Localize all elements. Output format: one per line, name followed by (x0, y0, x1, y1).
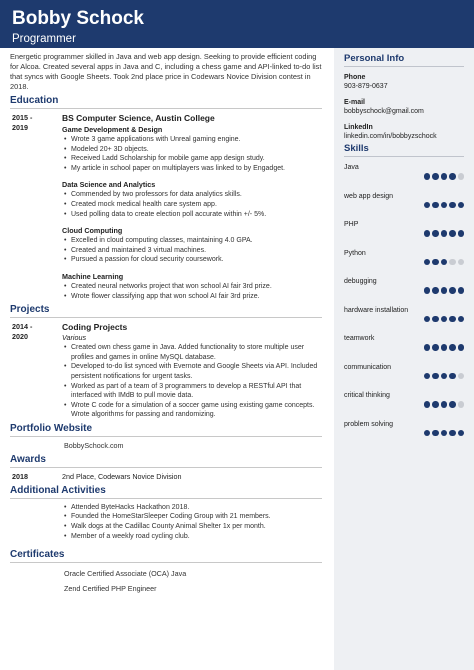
list-item: • Modeled 20+ 3D objects. (62, 145, 322, 155)
rating-dot-empty (458, 173, 465, 180)
rating-dot-filled (458, 316, 465, 323)
rating-dot-filled (424, 287, 431, 294)
skill-rating (344, 287, 464, 294)
phone-label: Phone (344, 74, 366, 81)
skill-rating (344, 202, 464, 209)
skills-list (344, 163, 464, 448)
project-title: Coding Projects (62, 322, 128, 333)
skill-rating (344, 259, 464, 266)
sidebar (334, 48, 474, 670)
portfolio-heading: Portfolio Website (10, 423, 322, 437)
rating-dot-filled (441, 173, 448, 180)
education-dates (10, 113, 62, 301)
linkedin-label: LinkedIn (344, 124, 373, 131)
rating-dot-filled (424, 316, 431, 323)
rating-dot-filled (424, 202, 431, 209)
project-dates (10, 322, 62, 420)
list-item: • Used polling data to create election poll accurate within +/- 5%. (62, 210, 322, 220)
award-text: 2nd Place, Codewars Novice Division (62, 471, 182, 481)
rating-dot-filled (432, 401, 439, 408)
rating-dot-filled (441, 230, 448, 237)
list-item: • Excelled in cloud computing classes, maintaining 4.0 GPA. (62, 236, 322, 246)
course-list (62, 236, 322, 265)
skill-name: teamwork (344, 335, 375, 342)
rating-dot-filled (441, 202, 448, 209)
skill-name: Python (344, 249, 366, 257)
skill-rating (344, 344, 464, 351)
course-title: Game Development & Design (62, 125, 163, 134)
list-item: • Worked as part of a team of 3 programmers to develop a RESTful API that interfaced with IMdB to pull movie data. (62, 382, 322, 401)
candidate-title: Programmer (12, 33, 76, 45)
rating-dot-filled (432, 344, 439, 351)
rating-dot-filled (432, 287, 439, 294)
rating-dot-filled (432, 259, 439, 266)
rating-dot-filled (441, 401, 448, 408)
rating-dot-filled (424, 344, 431, 351)
personal-info-heading: Personal Info (344, 53, 464, 67)
rating-dot-filled (441, 430, 448, 437)
rating-dot-filled (458, 230, 465, 237)
rating-dot-filled (424, 373, 431, 380)
education-heading: Education (10, 95, 322, 109)
rating-dot-filled (449, 230, 456, 237)
certificate-item: Zend Certified PHP Engineer (64, 584, 157, 594)
rating-dot-filled (449, 373, 456, 380)
rating-dot-filled (441, 259, 448, 266)
list-item: • Created neural networks project that won school AI fair 3rd prize. (62, 282, 322, 292)
skill-name: problem solving (344, 420, 394, 428)
rating-dot-empty (458, 373, 465, 380)
skill-item (344, 420, 464, 449)
phone-value[interactable]: 903-879-0637 (344, 83, 388, 90)
course-title: Cloud Computing (62, 226, 123, 236)
rating-dot-filled (449, 202, 456, 209)
list-item: • Developed to-do list synced with Evernote and Google Sheets via API. Included persistent notifications for urgent tasks. (62, 362, 322, 381)
list-item: • Wrote C code for a simulation of a soccer game using existing game concepts. Wrote algorithms for passing and randomizing. (62, 401, 322, 420)
rating-dot-filled (432, 316, 439, 323)
skill-name: Java (344, 164, 359, 171)
list-item: • Wrote flower classifying app that won school AI fair 3rd prize. (62, 292, 322, 302)
rating-dot-empty (458, 401, 465, 408)
list-item: • Commended by two professors for data analytics skills. (62, 190, 322, 200)
rating-dot-filled (432, 230, 439, 237)
course-list (62, 135, 322, 173)
certificates-heading: Certificates (10, 549, 322, 563)
skill-item (344, 306, 464, 335)
rating-dot-filled (441, 316, 448, 323)
list-item: • Created and maintained 3 virtual machines. (62, 246, 322, 256)
rating-dot-filled (449, 173, 456, 180)
education-date-start: 2015 - (12, 113, 33, 122)
list-item: • Founded the HomeStarSleeper Coding Group with 21 members. (62, 512, 322, 522)
skill-item (344, 163, 464, 192)
skill-item (344, 192, 464, 221)
project-entry (10, 322, 322, 420)
skill-item (344, 363, 464, 392)
certificate-item: Oracle Certified Associate (OCA) Java (64, 569, 187, 579)
email-label: E-mail (344, 99, 366, 106)
rating-dot-filled (449, 430, 456, 437)
skill-name: debugging (344, 278, 377, 285)
rating-dot-empty (449, 259, 456, 266)
list-item: • Created own chess game in Java. Added functionality to store multiple user profiles and games in online MySQL database. (62, 343, 322, 362)
portfolio-link[interactable]: BobbySchock.com (64, 440, 124, 450)
awards-heading: Awards (10, 454, 322, 468)
rating-dot-filled (424, 173, 431, 180)
skill-rating (344, 401, 464, 408)
project-subtitle: Various (62, 333, 87, 343)
rating-dot-filled (432, 202, 439, 209)
list-item: • My article in school paper on multiplayers was linked to by Engadget. (62, 164, 322, 174)
main-column (10, 52, 322, 599)
summary-text: Energetic programmer skilled in Java and web app design. Seeking to provide efficient coding for Alcoa. Created several apps in Java and C, including a chess game and API-linked to-do list that syncs with Google Sheets. Took 2nd place price in Codewars Novice Division contest in 2018. (10, 52, 322, 91)
rating-dot-filled (424, 401, 431, 408)
rating-dot-filled (441, 344, 448, 351)
list-item: • Walk dogs at the Cadillac County Animal Shelter 1x per month. (62, 522, 322, 532)
rating-dot-filled (441, 373, 448, 380)
rating-dot-filled (449, 344, 456, 351)
rating-dot-filled (458, 430, 465, 437)
project-date-end: 2020 (12, 331, 28, 341)
resume-header (0, 0, 474, 48)
rating-dot-filled (458, 287, 465, 294)
rating-dot-filled (458, 202, 465, 209)
skill-item (344, 249, 464, 278)
list-item: • Created mock medical health care system app. (62, 200, 322, 210)
skill-name: critical thinking (344, 392, 390, 399)
rating-dot-filled (424, 430, 431, 437)
rating-dot-filled (458, 344, 465, 351)
rating-dot-filled (424, 259, 431, 266)
rating-dot-empty (458, 259, 465, 266)
skill-rating (344, 373, 464, 380)
rating-dot-filled (441, 287, 448, 294)
education-degree: BS Computer Science, Austin College (62, 113, 215, 123)
list-item: • Received Ladd Scholarship for mobile game app design study. (62, 154, 322, 164)
award-entry (10, 472, 322, 482)
skill-item (344, 220, 464, 249)
list-item: • Wrote 3 game applications with Unreal gaming engine. (62, 135, 322, 145)
activities-heading: Additional Activities (10, 485, 322, 499)
email-value[interactable]: bobbyschock@gmail.com (344, 108, 424, 115)
skill-name: PHP (344, 221, 359, 228)
skill-rating (344, 230, 464, 237)
rating-dot-filled (449, 316, 456, 323)
skills-heading: Skills (344, 143, 464, 157)
linkedin-value[interactable]: linkedin.com/in/bobbyzschock (344, 133, 437, 140)
skill-rating (344, 173, 464, 180)
activities-list (10, 503, 322, 541)
skill-item (344, 277, 464, 306)
project-list (62, 343, 322, 420)
rating-dot-filled (432, 173, 439, 180)
projects-heading: Projects (10, 304, 322, 318)
skill-item (344, 334, 464, 363)
education-entry (10, 113, 322, 301)
skill-name: hardware installation (344, 306, 409, 314)
candidate-name: Bobby Schock (12, 8, 144, 29)
course-title: Data Science and Analytics (62, 180, 156, 190)
skill-name: communication (344, 363, 392, 371)
award-year: 2018 (12, 471, 28, 481)
course-list (62, 190, 322, 219)
rating-dot-filled (449, 401, 456, 408)
skill-rating (344, 430, 464, 437)
project-date-start: 2014 - (12, 322, 33, 332)
list-item: • Pursued a passion for cloud security coursework. (62, 255, 322, 265)
course-title: Machine Learning (62, 271, 124, 281)
skill-item (344, 391, 464, 420)
list-item: • Member of a weekly road cycling club. (62, 532, 322, 542)
rating-dot-filled (449, 287, 456, 294)
education-date-end: 2019 (12, 122, 28, 132)
skill-rating (344, 316, 464, 323)
list-item: • Attended ByteHacks Hackathon 2018. (62, 503, 322, 513)
rating-dot-filled (424, 230, 431, 237)
skill-name: web app design (344, 192, 394, 200)
rating-dot-filled (432, 430, 439, 437)
rating-dot-filled (432, 373, 439, 380)
course-list (62, 282, 322, 301)
